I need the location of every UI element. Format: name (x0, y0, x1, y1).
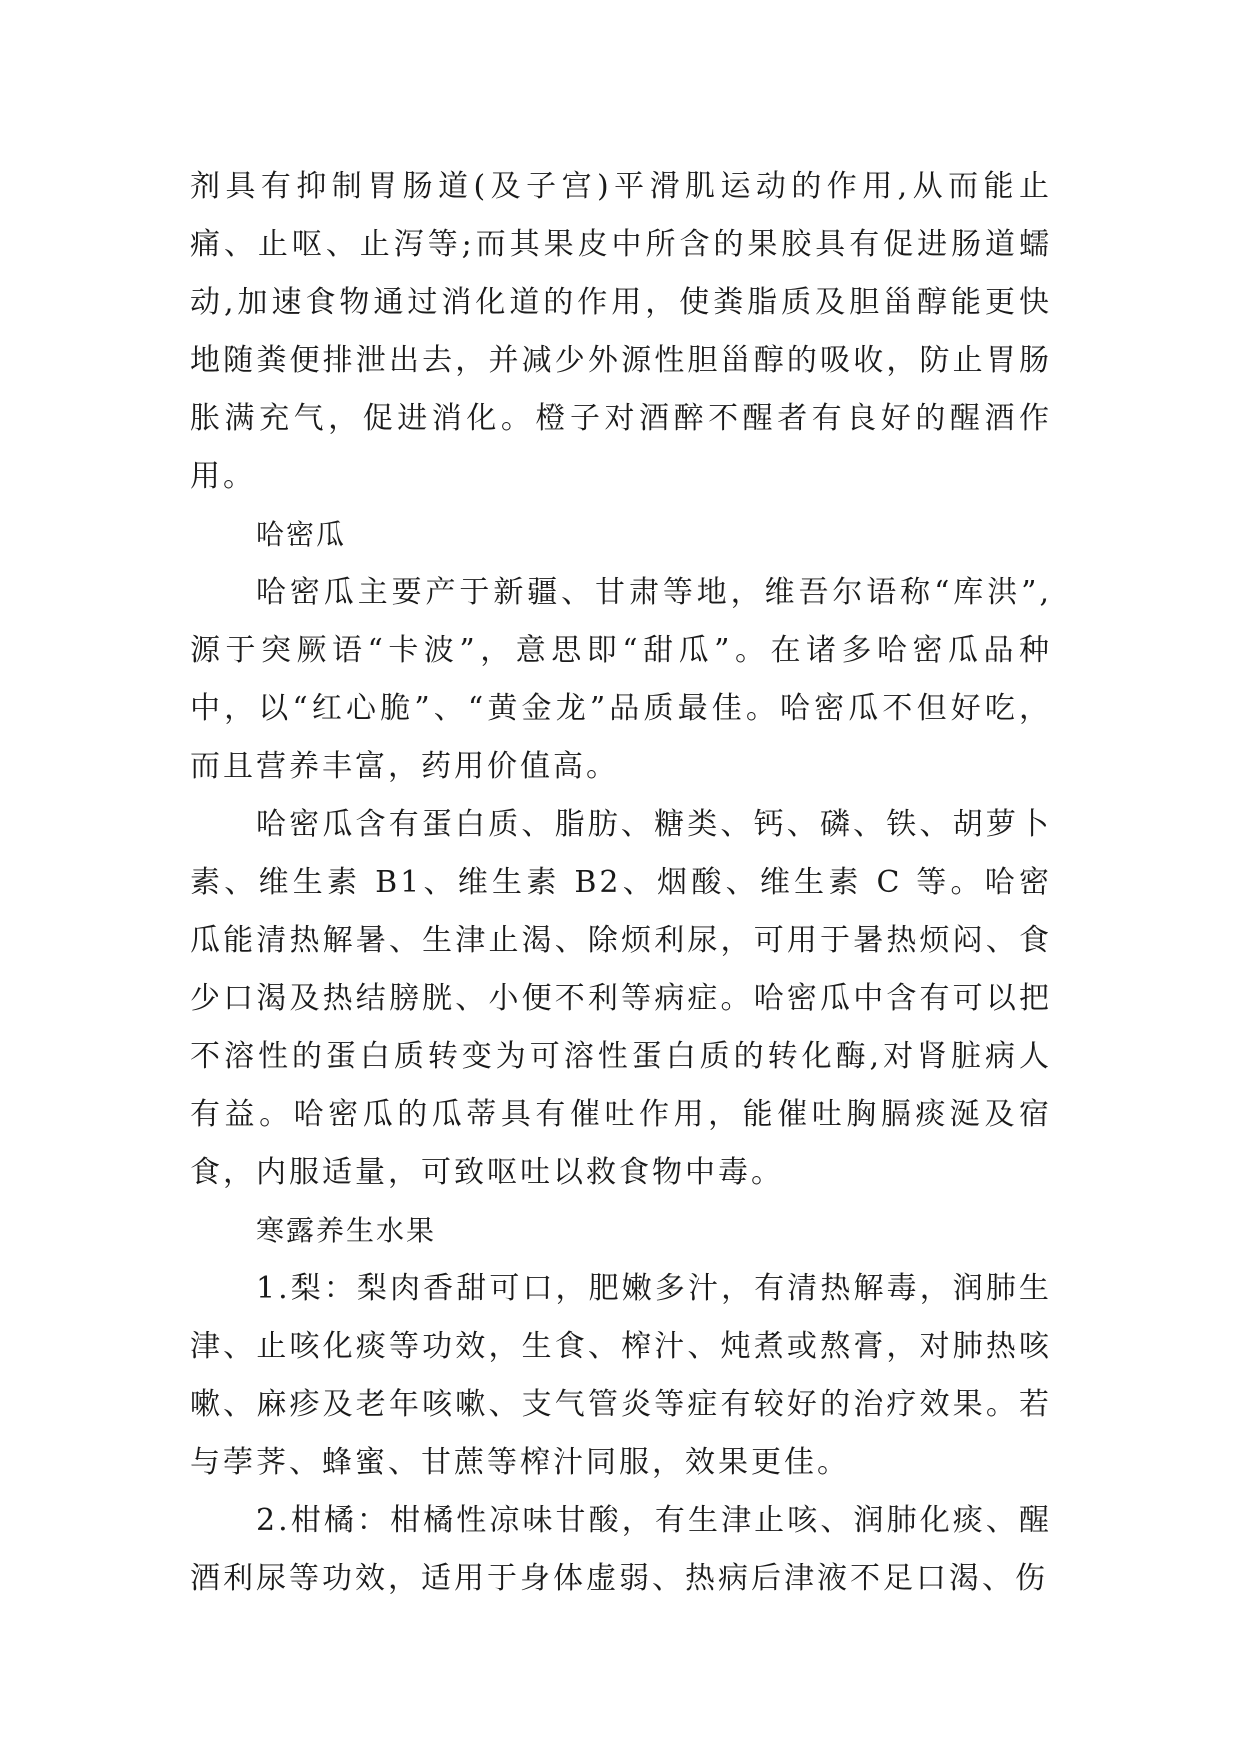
paragraph-hami-melon-nutrition: 哈密瓜含有蛋白质、脂肪、糖类、钙、磷、铁、胡萝卜素、维生素 B1、维生素 B2、烟酸、维生素 C 等。哈密瓜能清热解暑、生津止渴、除烦利尿，可用于暑热烦闷、食少口渴及热结膀胱、小便不利等病症。哈密瓜中含有可以把不溶性的蛋白质转变为可溶性蛋白质的转化酶,对肾脏病人有益。哈密瓜的瓜蒂具有催吐作用，能催吐胸膈痰涎及宿食，内服适量，可致呕吐以救食物中毒。 (190, 807, 1052, 1190)
paragraph-pear: 1.梨：梨肉香甜可口，肥嫩多汁，有清热解毒，润肺生津、止咳化痰等功效，生食、榨汁、炖煮或熬膏，对肺热咳嗽、麻疹及老年咳嗽、支气管炎等症有较好的治疗效果。若与荸荠、蜂蜜、甘蔗等榨汁同服，效果更佳。 (190, 1271, 1052, 1480)
paragraph-orange-continuation: 剂具有抑制胃肠道(及子宫)平滑肌运动的作用,从而能止痛、止呕、止泻等;而其果皮中所含的果胶具有促进肠道蠕动,加速食物通过消化道的作用，使粪脂质及胆甾醇能更快地随粪便排泄出去，并减少外源性胆甾醇的吸收，防止胃肠胀满充气，促进消化。橙子对酒醉不醒者有良好的醒酒作用。 (190, 169, 1052, 494)
paragraph-citrus: 2.柑橘：柑橘性凉味甘酸，有生津止咳、润肺化痰、醒酒利尿等功效，适用于身体虚弱、热病后津液不足口渴、伤 (190, 1503, 1052, 1596)
paragraph-hami-melon-origin: 哈密瓜主要产于新疆、甘肃等地，维吾尔语称“库洪”,源于突厥语“卡波”，意思即“甜瓜”。在诸多哈密瓜品种中，以“红心脆”、“黄金龙”品质最佳。哈密瓜不但好吃，而且营养丰富，药用价值高。 (190, 575, 1052, 784)
heading-hami-melon: 哈密瓜 (256, 518, 347, 551)
heading-cold-dew-fruits: 寒露养生水果 (256, 1214, 437, 1247)
document-body (190, 158, 1052, 1608)
